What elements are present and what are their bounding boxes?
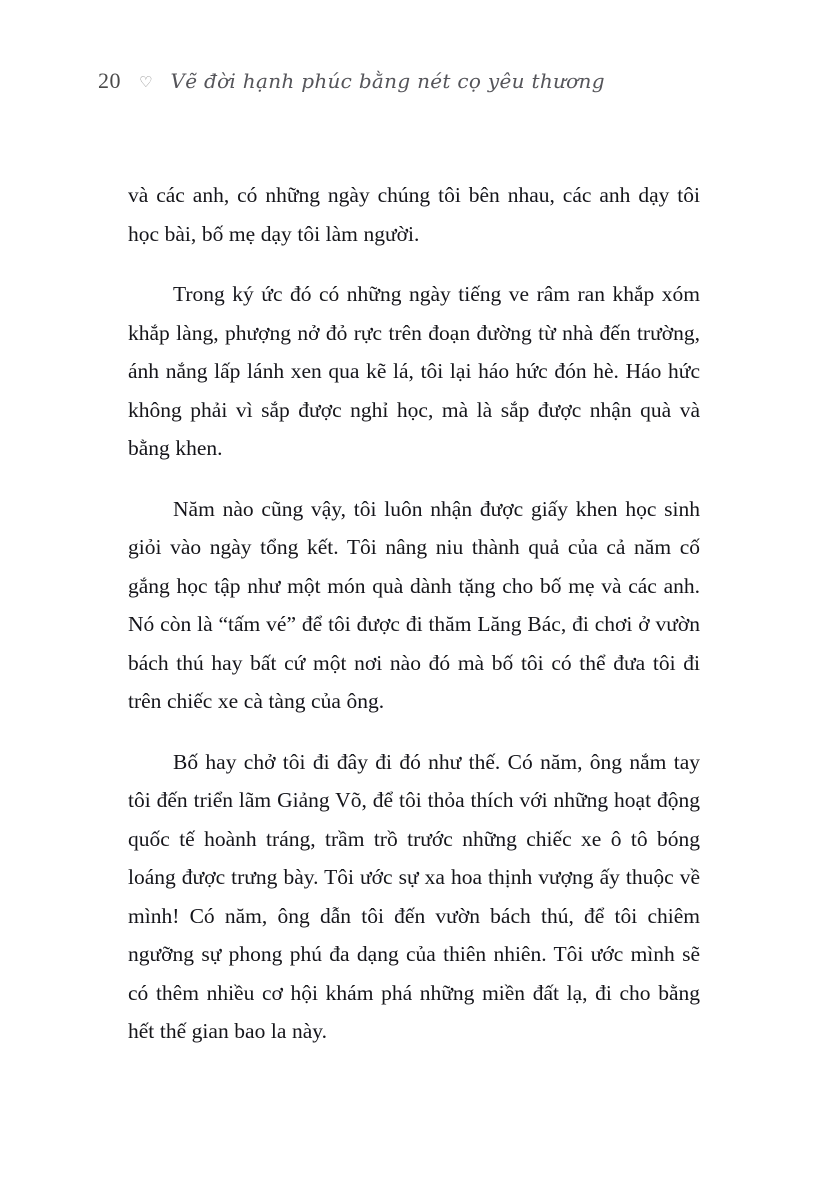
paragraph: Bố hay chở tôi đi đây đi đó như thế. Có năm, ông nắm tay tôi đến triển lãm Giảng Võ, để tôi thỏa thích với những hoạt động quốc tế hoành tráng, trầm trồ trước những chiếc xe ô tô bóng loáng được trưng bày. Tôi ước sự xa hoa thịnh vượng ấy thuộc về mình! Có năm, ông dẫn tôi đến vườn bách thú, để tôi chiêm ngưỡng sự phong phú đa dạng của thiên nhiên. Tôi ước mình sẽ có thêm nhiều cơ hội khám phá những miền đất lạ, đi cho bằng hết thế gian bao la này. [128,749,700,1043]
heart-outline-icon: ♡ [139,75,153,91]
running-head [98,70,605,92]
body-text-block [128,176,700,1051]
paragraph: Năm nào cũng vậy, tôi luôn nhận được giấy khen học sinh giỏi vào ngày tổng kết. Tôi nâng niu thành quả của cả năm cố gắng học tập như một món quà dành tặng cho bố mẹ và các anh. Nó còn là “tấm vé” để tôi được đi thăm Lăng Bác, đi chơi ở vườn bách thú hay bất cứ một nơi nào đó mà bố tôi có thể đưa tôi đi trên chiếc xe cà tàng của ông. [128,496,700,713]
page-number: 20 [98,68,121,93]
paragraph: Trong ký ức đó có những ngày tiếng ve râm ran khắp xóm khắp làng, phượng nở đỏ rực trên đoạn đường từ nhà đến trường, ánh nắng lấp lánh xen qua kẽ lá, tôi lại háo hức đón hè. Háo hức không phải vì sắp được nghỉ học, mà là sắp được nhận quà và bằng khen. [128,282,700,460]
running-head-title: Vẽ đời hạnh phúc bằng nét cọ yêu thương [170,69,605,93]
paragraph: và các anh, có những ngày chúng tôi bên nhau, các anh dạy tôi học bài, bố mẹ dạy tôi làm người. [128,183,700,246]
